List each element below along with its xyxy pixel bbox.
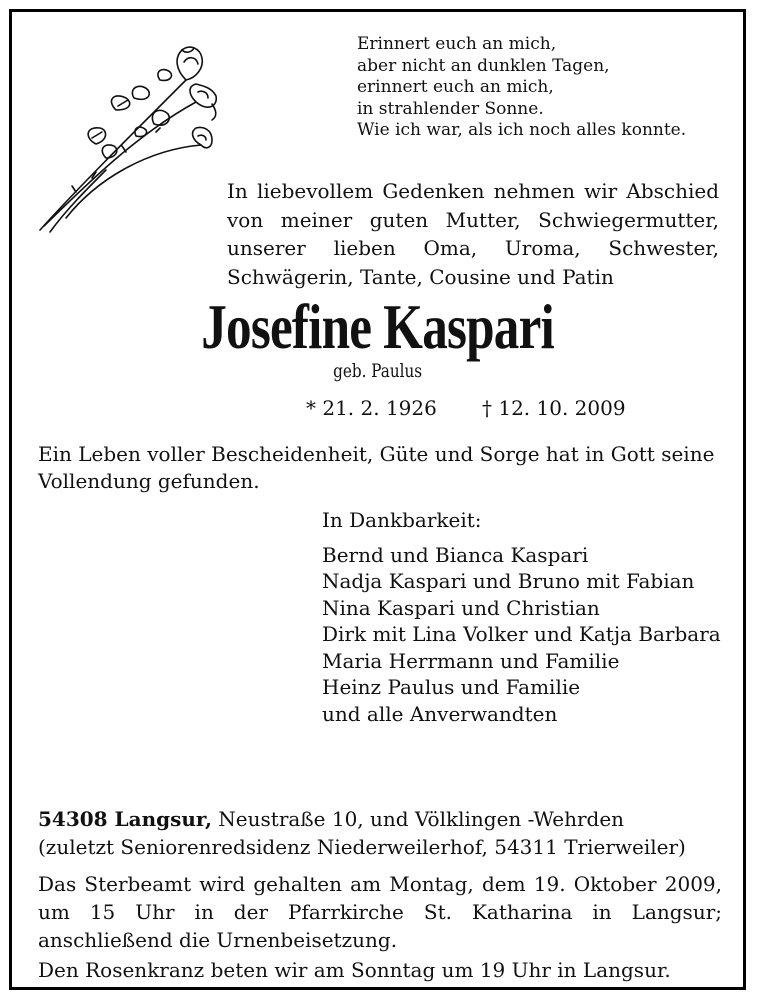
poem-line: Erinnert euch an mich, <box>357 34 557 54</box>
mourners-list <box>322 507 732 727</box>
poem <box>357 34 727 142</box>
rosary-text: Den Rosenkranz beten wir am Sonntag um 19 Uhr in Langsur. <box>38 958 671 982</box>
life-text-line: Ein Leben voller Bescheidenheit, Güte und Sorge hat in Gott seine <box>38 442 715 466</box>
mourner: und alle Anverwandten <box>322 701 558 726</box>
mourner: Barbara <box>638 622 721 646</box>
intro-line: Schwägerin, Tante, Cousine und Patin <box>227 264 614 289</box>
roses-illustration <box>36 40 226 240</box>
intro-line: In liebevollem Gedenken nehmen wir Abschied <box>227 179 719 203</box>
address-city: 54308 Langsur, <box>38 807 212 831</box>
service-line: anschließend die Urnenbeisetzung. <box>38 928 398 952</box>
service-line: um 15 Uhr in der Pfarrkirche St. Katharina in Langsur; <box>38 900 722 924</box>
address-line <box>38 805 624 833</box>
deceased-name: Josefine Kaspari <box>201 291 554 362</box>
mourner: Bernd und Bianca Kaspari <box>322 542 589 567</box>
intro-line: von meiner guten Mutter, Schwiegermutter, <box>227 207 719 232</box>
death-date: † 12. 10. 2009 <box>482 396 626 420</box>
life-text-line: Vollendung gefunden. <box>38 469 260 493</box>
mourner: Volker und Katja <box>463 622 632 646</box>
mourner: Dirk mit Lina <box>322 622 457 646</box>
service-text <box>38 870 722 954</box>
mourner: Maria Herrmann und Familie <box>322 648 620 673</box>
poem-line: erinnert euch an mich, <box>357 77 554 97</box>
address-street: Neustraße 10, und Völklingen -Wehrden <box>211 807 625 831</box>
mourner: Nadja Kaspari und Bruno mit Fabian <box>322 569 695 593</box>
thanks-heading: In Dankbarkeit: <box>322 508 482 532</box>
poem-line: Wie ich war, als ich noch alles konnte. <box>357 120 687 140</box>
life-dates <box>306 396 646 420</box>
life-text <box>38 441 722 495</box>
service-line: Das Sterbeamt wird gehalten am Montag, dem 19. Oktober 2009, <box>38 872 722 896</box>
last-residence: (zuletzt Seniorenredsidenz Niederweilerhof, 54311 Trierweiler) <box>38 835 686 859</box>
poem-line: in strahlender Sonne. <box>357 98 544 119</box>
mourner: Heinz Paulus und Familie <box>322 675 581 699</box>
poem-line: aber nicht an dunklen Tagen, <box>357 55 610 76</box>
birth-name: geb. Paulus <box>333 360 423 382</box>
address-block <box>38 805 722 861</box>
intro-line: unserer lieben Oma, Uroma, Schwester, <box>227 236 719 260</box>
mourner: Nina Kaspari und Christian <box>322 595 600 620</box>
intro-text <box>227 177 719 291</box>
birth-date: * 21. 2. 1926 <box>306 396 437 420</box>
